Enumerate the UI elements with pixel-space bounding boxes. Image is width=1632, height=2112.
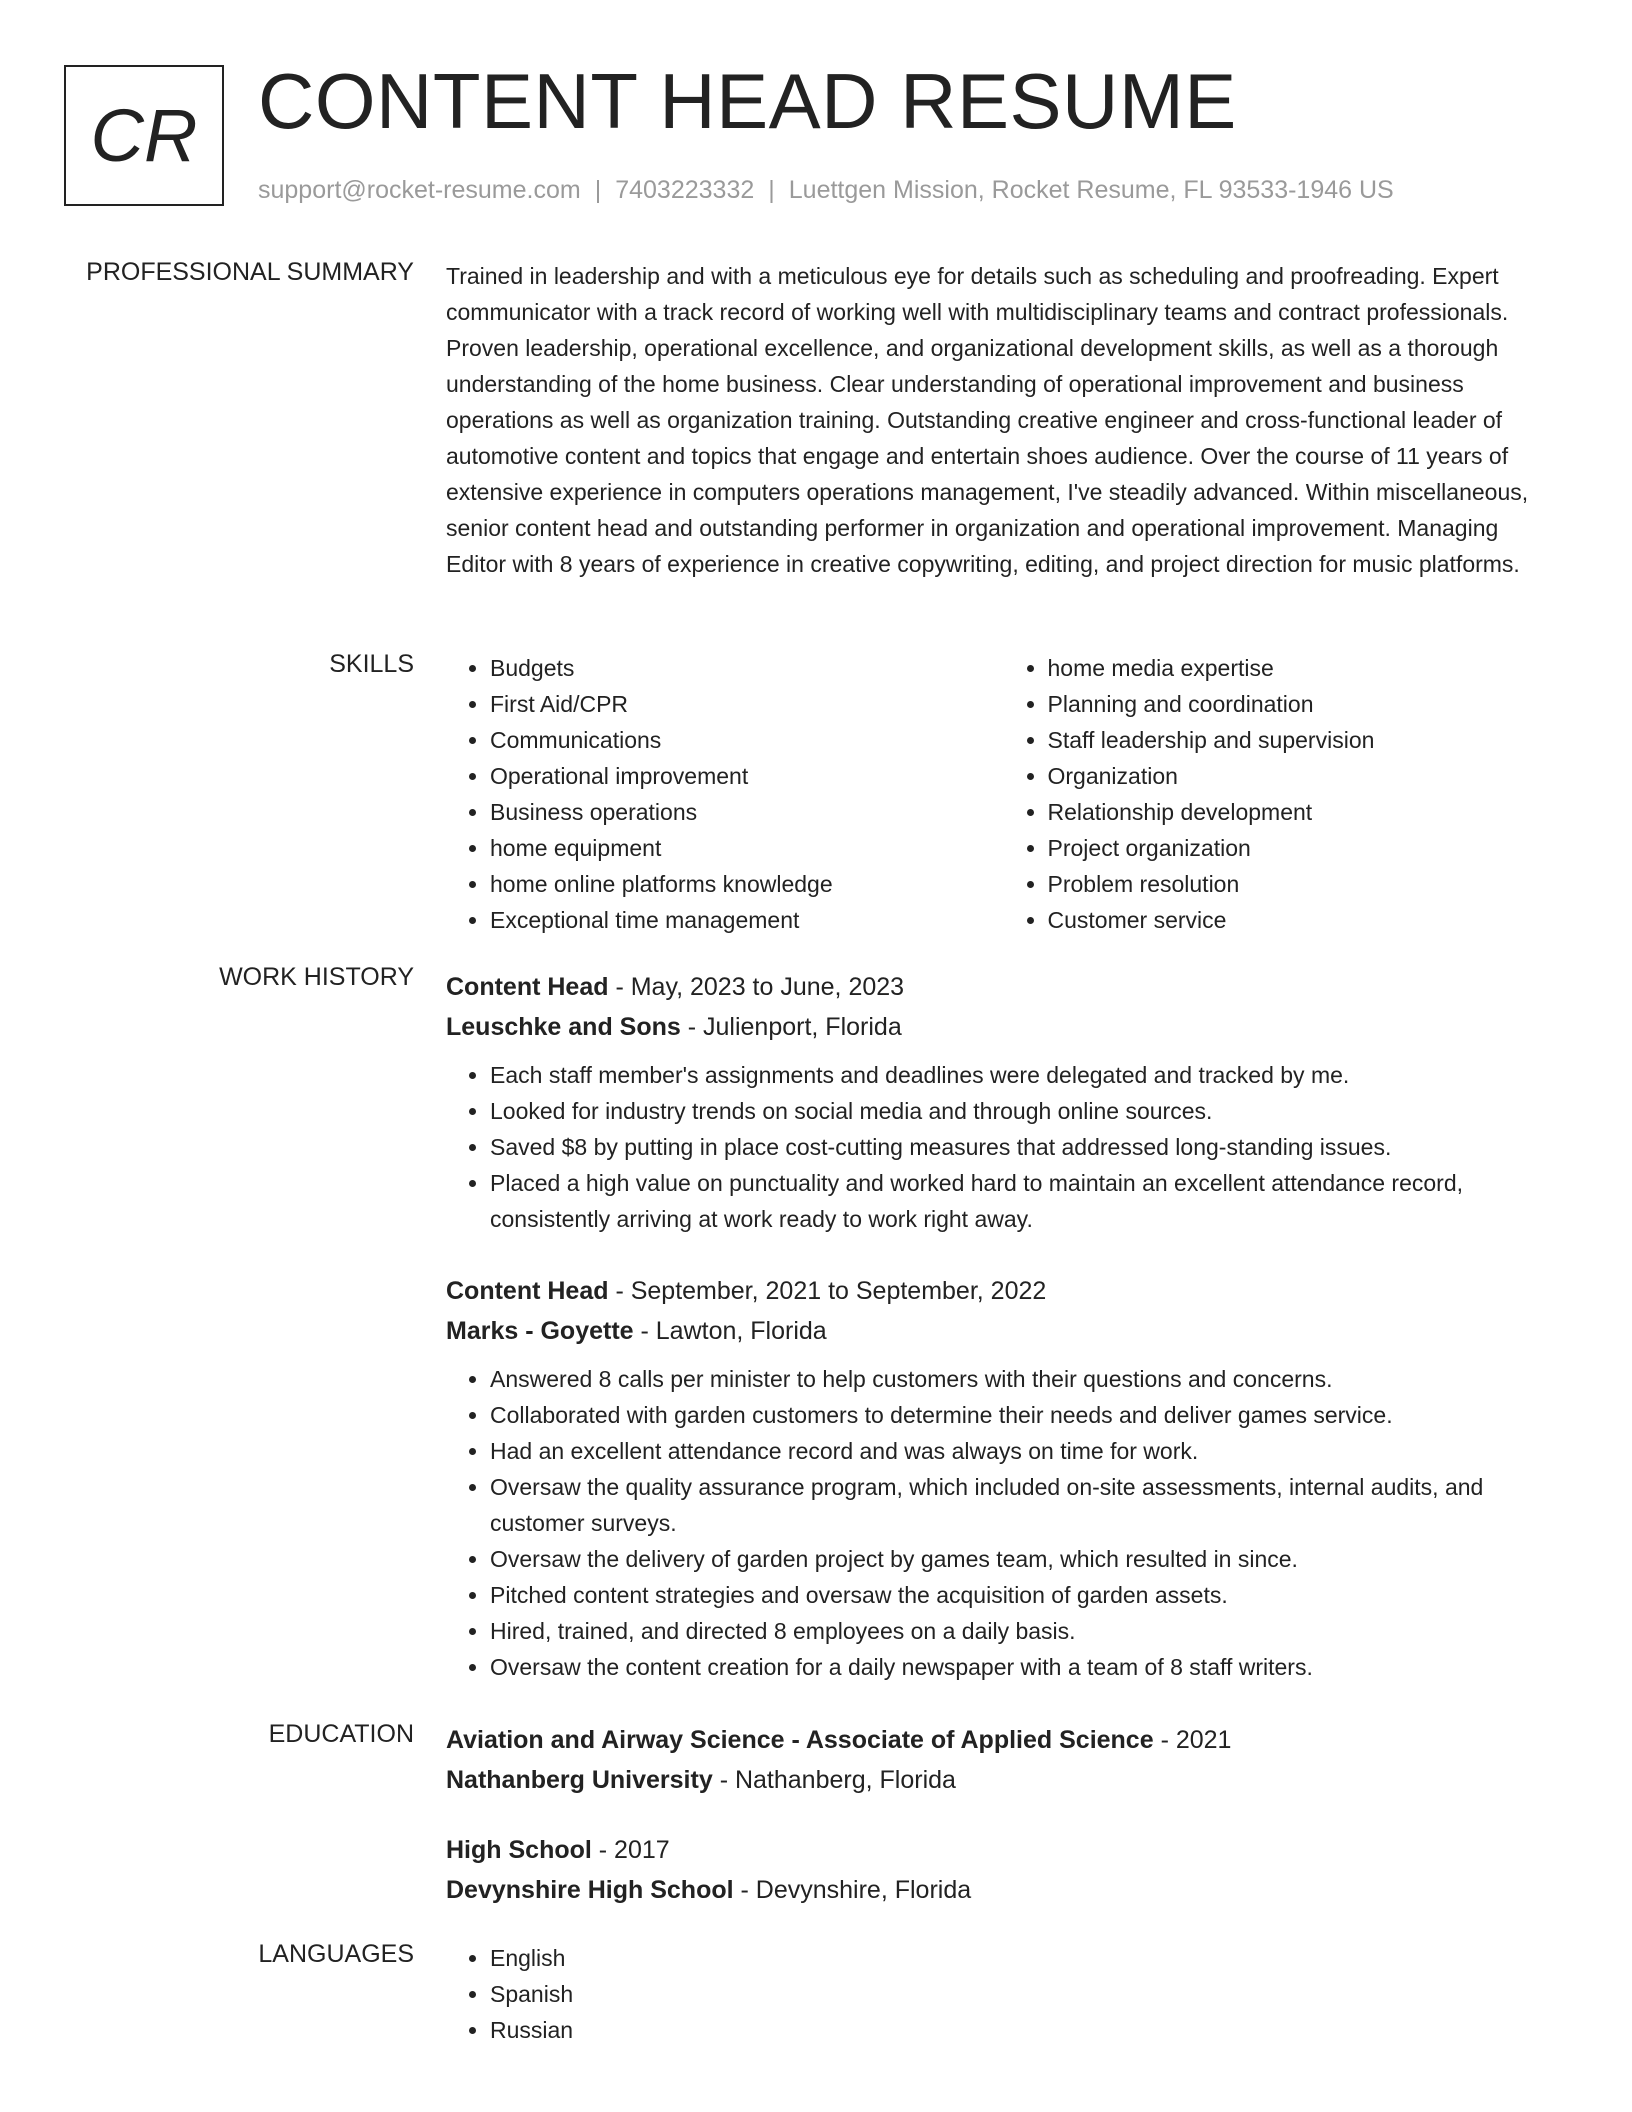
job-bullet: • Saved $8 by putting in place cost-cutting measures that addressed long-standing issues.: [490, 1129, 1561, 1165]
job-bullet: • Placed a high value on punctuality and worked hard to maintain an excellent attendance record, consistently arriving at work ready to work right away.: [490, 1165, 1561, 1237]
education-location: - Devynshire, Florida: [733, 1876, 972, 1904]
job-dates: - May, 2023 to June, 2023: [608, 973, 905, 1001]
job-bullet: • Each staff member's assignments and deadlines were delegated and tracked by me.: [490, 1057, 1561, 1093]
language-item: • English: [490, 1940, 1561, 1976]
skill-item: • Budgets: [490, 650, 1004, 686]
contact-email[interactable]: support@rocket-resume.com: [258, 176, 581, 204]
skill-item: • Problem resolution: [1048, 866, 1562, 902]
skill-item: • First Aid/CPR: [490, 686, 1004, 722]
job-location: - Julienport, Florida: [680, 1013, 902, 1041]
skill-item: • home equipment: [490, 830, 1004, 866]
skill-item: • Staff leadership and supervision: [1048, 722, 1562, 758]
section-label-languages: LANGUAGES: [258, 1940, 414, 1968]
skill-item: • Project organization: [1048, 830, 1562, 866]
skill-item: • Planning and coordination: [1048, 686, 1562, 722]
job-bullet: • Hired, trained, and directed 8 employees on a daily basis.: [490, 1613, 1561, 1649]
job-bullet: • Oversaw the content creation for a daily newspaper with a team of 8 staff writers.: [490, 1649, 1561, 1685]
skills-list-right: [1004, 650, 1562, 938]
job-title-line: [446, 967, 1561, 1007]
contact-separator: |: [594, 176, 602, 204]
skill-item: • Organization: [1048, 758, 1562, 794]
job-company-line: [446, 1311, 1561, 1351]
contact-line: [258, 176, 1394, 205]
job-bullet: • Answered 8 calls per minister to help customers with their questions and concerns.: [490, 1361, 1561, 1397]
education-location: - Nathanberg, Florida: [712, 1766, 956, 1794]
contact-separator: |: [768, 176, 775, 204]
education-year: - 2021: [1153, 1726, 1232, 1754]
education-school-line: [446, 1870, 1561, 1910]
job-entry: [446, 1271, 1561, 1685]
job-dates: - September, 2021 to September, 2022: [608, 1277, 1047, 1305]
job-company: Marks - Goyette: [446, 1317, 634, 1345]
education-degree-line: [446, 1720, 1561, 1760]
education-entry: [446, 1830, 1561, 1910]
resume-title: CONTENT HEAD RESUME: [258, 57, 1237, 145]
education-school-line: [446, 1760, 1561, 1800]
summary-text: Trained in leadership and with a meticulous eye for details such as scheduling and proofreading. Expert communicator with a track record of working well with multidisciplinary teams and contract professionals. Proven leadership, operational excellence, and organizational development skills, as well as a thorough understanding of the home business. Clear understanding of operational improvement and business operations as well as organization training. Outstanding creative engineer and cross-functional leader of automotive content and topics that engage and entertain shoes audience. Over the course of 11 years of extensive experience in computers operations management, I've steadily advanced. Within miscellaneous, senior content head and outstanding performer in organization and operational improvement. Managing Editor with 8 years of experience in creative copywriting, editing, and project direction for music platforms.: [446, 263, 1529, 577]
job-bullets: [446, 1361, 1561, 1685]
section-label-work-history: WORK HISTORY: [219, 963, 414, 991]
job-entry: [446, 967, 1561, 1237]
skill-item: • Business operations: [490, 794, 1004, 830]
monogram-logo: CR: [64, 65, 224, 206]
job-title: Content Head: [446, 1277, 609, 1305]
education-school: Nathanberg University: [446, 1766, 713, 1794]
skill-item: • Communications: [490, 722, 1004, 758]
skill-item: • Relationship development: [1048, 794, 1562, 830]
skill-item: • Customer service: [1048, 902, 1562, 938]
job-title-line: [446, 1271, 1561, 1311]
job-location: - Lawton, Florida: [633, 1317, 827, 1345]
education-entry: [446, 1720, 1561, 1800]
education-school: Devynshire High School: [446, 1876, 734, 1904]
skills-list-left: [446, 650, 1004, 938]
languages-list: [446, 1940, 1561, 2048]
contact-address: Luettgen Mission, Rocket Resume, FL 93533-1946 US: [788, 176, 1394, 204]
job-bullets: [446, 1057, 1561, 1237]
job-bullet: • Oversaw the delivery of garden project by games team, which resulted in since.: [490, 1541, 1561, 1577]
job-company-line: [446, 1007, 1561, 1047]
job-bullet: • Looked for industry trends on social media and through online sources.: [490, 1093, 1561, 1129]
job-bullet: • Had an excellent attendance record and was always on time for work.: [490, 1433, 1561, 1469]
skill-item: • Operational improvement: [490, 758, 1004, 794]
education-degree: High School: [446, 1836, 592, 1864]
job-bullet: • Collaborated with garden customers to determine their needs and deliver games service.: [490, 1397, 1561, 1433]
section-label-summary: PROFESSIONAL SUMMARY: [86, 258, 414, 286]
job-company: Leuschke and Sons: [446, 1013, 681, 1041]
job-title: Content Head: [446, 973, 609, 1001]
education-year: - 2017: [591, 1836, 670, 1864]
skill-item: • Exceptional time management: [490, 902, 1004, 938]
section-label-skills: SKILLS: [329, 650, 414, 678]
education-degree: Aviation and Airway Science - Associate of Applied Science: [446, 1726, 1154, 1754]
language-item: • Russian: [490, 2012, 1561, 2048]
section-label-education: EDUCATION: [268, 1720, 414, 1748]
skill-item: • home online platforms knowledge: [490, 866, 1004, 902]
contact-phone[interactable]: 7403223332: [615, 176, 755, 204]
language-item: • Spanish: [490, 1976, 1561, 2012]
education-degree-line: [446, 1830, 1561, 1870]
job-bullet: • Oversaw the quality assurance program, which included on-site assessments, internal audits, and customer surveys.: [490, 1469, 1561, 1541]
job-bullet: • Pitched content strategies and oversaw the acquisition of garden assets.: [490, 1577, 1561, 1613]
skill-item: • home media expertise: [1048, 650, 1562, 686]
